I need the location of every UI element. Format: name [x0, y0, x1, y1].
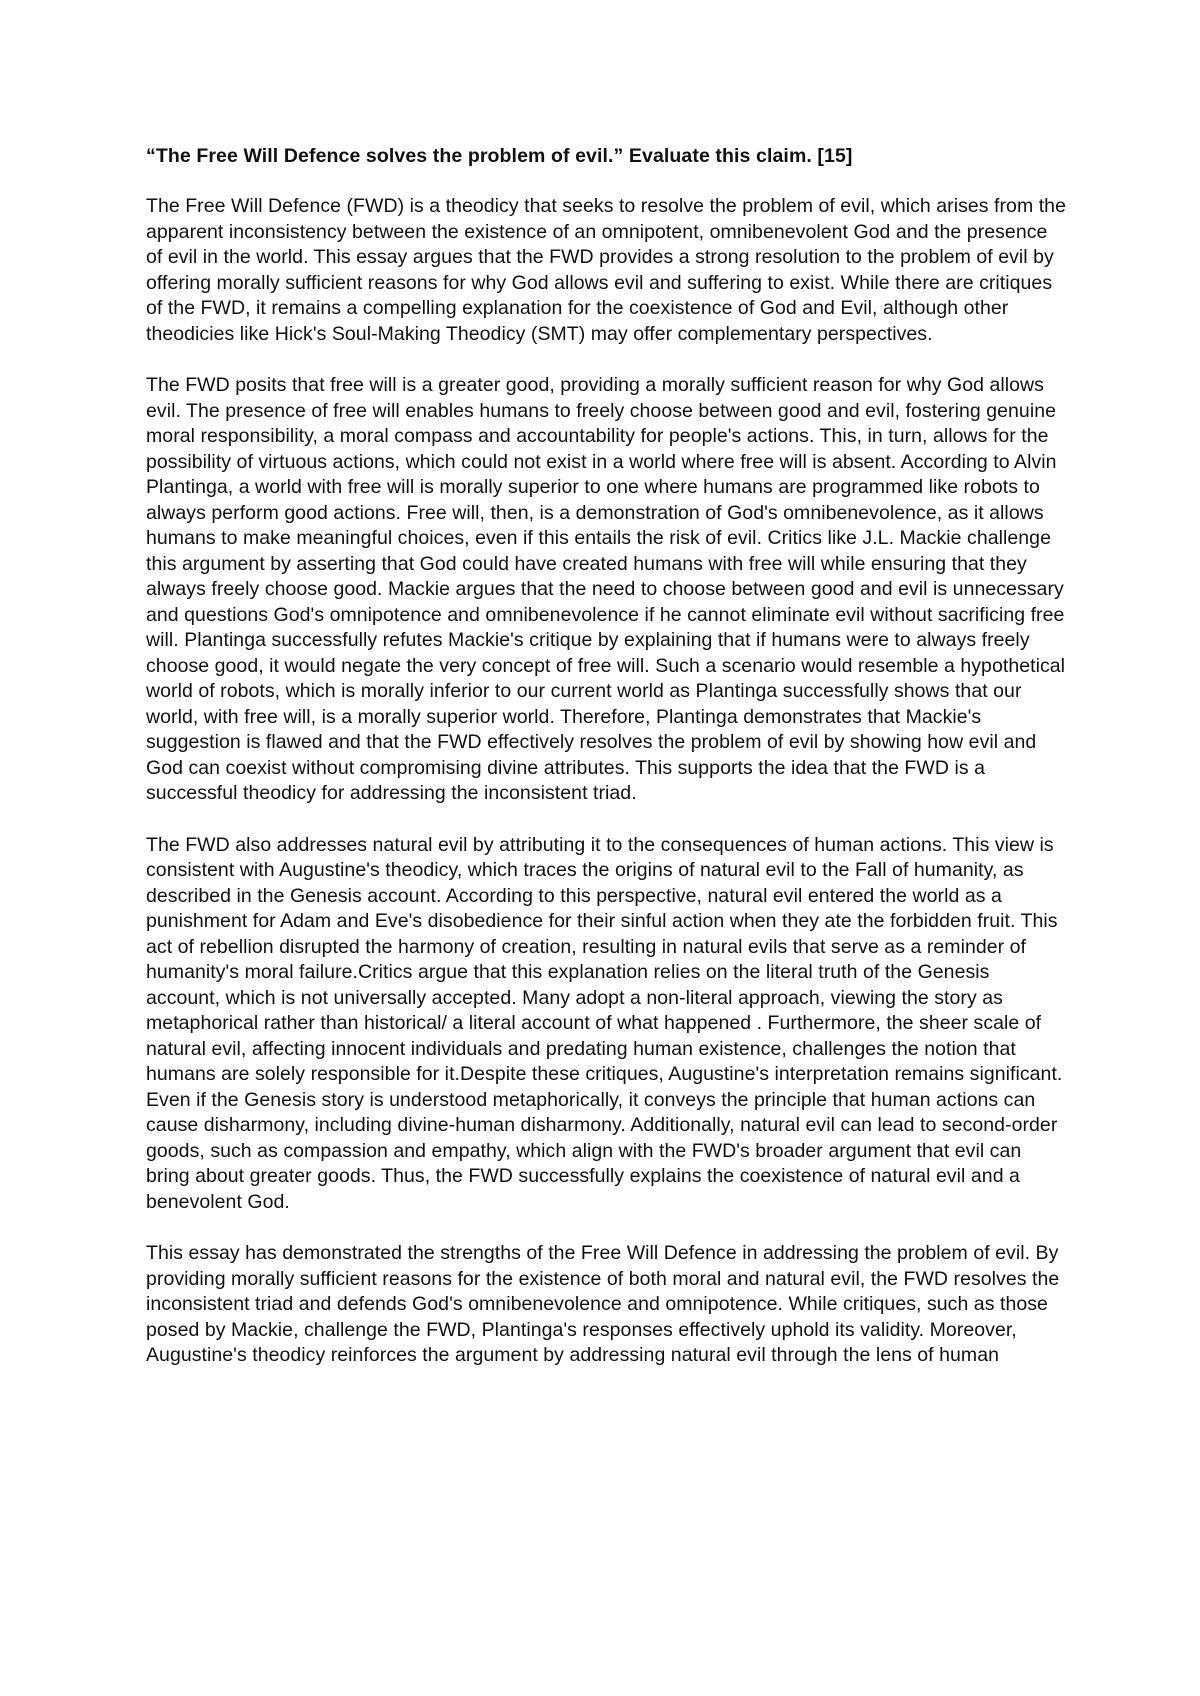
paragraph-conclusion: This essay has demonstrated the strengths of the Free Will Defence in addressing the problem of evil. By providing morally sufficient reasons for the existence of both moral and natural evil, the FWD resolves the inconsistent triad and defends God's omnibenevolence and omnipotence. While critiques, such as those posed by Mackie, challenge the FWD, Plantinga's responses effectively uphold its validity. Moreover, Augustine's theodicy reinforces the argument by addressing natural evil through the lens of human	[146, 1242, 1060, 1366]
paragraph-free-will-argument: The FWD posits that free will is a greater good, providing a morally sufficient reason for why God allows evil. The presence of free will enables humans to freely choose between good and evil, fostering genuine moral responsibility, a moral compass and accountability for people's actions. This, in turn, allows for the possibility of virtuous actions, which could not exist in a world where free will is absent. According to Alvin Plantinga, a world with free will is morally superior to one where humans are programmed like robots to always perform good actions. Free will, then, is a demonstration of God's omnibenevolence, as it allows humans to make meaningful choices, even if this entails the risk of evil. Critics like J.L. Mackie challenge this argument by asserting that God could have created humans with free will while ensuring that they always freely choose good. Mackie argues that the need to choose between good and evil is unnecessary and questions God's omnipotence and omnibenevolence if he cannot eliminate evil without sacrificing free will. Plantinga successfully refutes Mackie's critique by explaining that if humans were to always freely choose good, it would negate the very concept of free will. Such a scenario would resemble a hypothetical world of robots, which is morally inferior to our current world as Plantinga successfully shows that our world, with free will, is a morally superior world. Therefore, Plantinga demonstrates that Mackie's suggestion is flawed and that the FWD effectively resolves the problem of evil by showing how evil and God can coexist without compromising divine attributes. This supports the idea that the FWD is a successful theodicy for addressing the inconsistent triad.	[146, 374, 1066, 804]
paragraph-natural-evil: The FWD also addresses natural evil by attributing it to the consequences of human actions. This view is consistent with Augustine's theodicy, which traces the origins of natural evil to the Fall of humanity, as described in the Genesis account. According to this perspective, natural evil entered the world as a punishment for Adam and Eve's disobedience for their sinful action when they ate the forbidden fruit. This act of rebellion disrupted the harmony of creation, resulting in natural evils that serve as a reminder of humanity's moral failure.Critics argue that this explanation relies on the literal truth of the Genesis account, which is not universally accepted. Many adopt a non-literal approach, viewing the story as metaphorical rather than historical/ a literal account of what happened . Furthermore, the sheer scale of natural evil, affecting innocent individuals and predating human existence, challenges the notion that humans are solely responsible for it.Despite these critiques, Augustine's interpretation remains significant. Even if the Genesis story is understood metaphorically, it conveys the principle that human actions can cause disharmony, including divine-human disharmony. Additionally, natural evil can lead to second-order goods, such as compassion and empathy, which align with the FWD's broader argument that evil can bring about greater goods. Thus, the FWD successfully explains the coexistence of natural evil and a benevolent God.	[146, 833, 1063, 1213]
paragraph-introduction: The Free Will Defence (FWD) is a theodicy that seeks to resolve the problem of evil, which arises from the apparent inconsistency between the existence of an omnipotent, omnibenevolent God and the presence of evil in the world. This essay argues that the FWD provides a strong resolution to the problem of evil by offering morally sufficient reasons for why God allows evil and suffering to exist. While there are critiques of the FWD, it remains a compelling explanation for the coexistence of God and Evil, although other theodicies like Hick's Soul-Making Theodicy (SMT) may offer complementary perspectives.	[146, 195, 1066, 345]
essay-title: “The Free Will Defence solves the problem of evil.” Evaluate this claim. [15]	[146, 145, 853, 167]
document-body	[146, 144, 1066, 1395]
